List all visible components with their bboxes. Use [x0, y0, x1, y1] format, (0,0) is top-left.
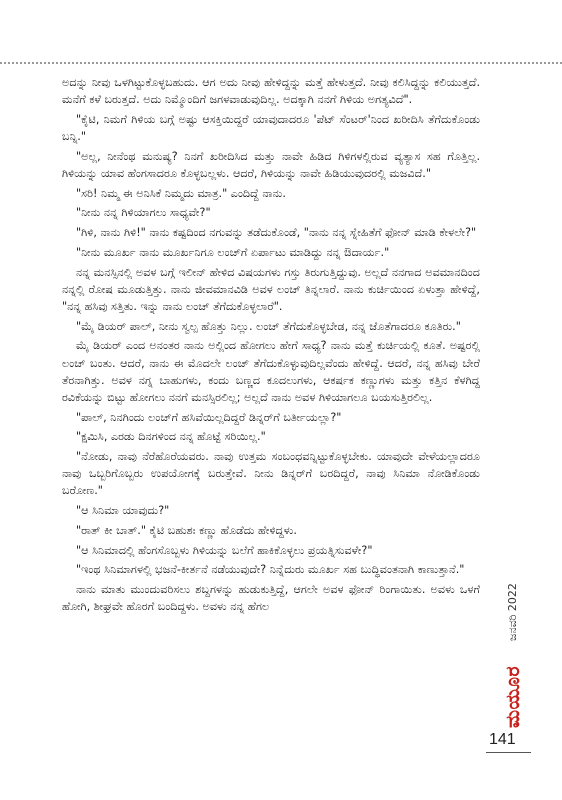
page-number: 141 — [489, 731, 516, 748]
page-number-rule — [486, 752, 531, 753]
paragraph: ಅದನ್ನು ನೀವು ಒಳಗಿಟ್ಟುಕೊಳ್ಳಬಹುದು. ಆಗ ಅದು ನೀವು ಹೇಳಿದ್ದನ್ನು ಮತ್ತೆ ಹೇಳುತ್ತದೆ. ನೀವು ಕಲಿಸಿದ್ದನ್ನು ಕಲಿಯುತ್ತದೆ. ಮನೆಗೆ ಕಳೆ ಬರುತ್ತದೆ. ಅದು ನಿಮ್ಮೊಂದಿಗೆ ಜಗಳವಾಡುವುದಿಲ್ಲ. ಅದಕ್ಕಾಗಿ ನನಗೆ ಗಿಳಿಯ ಅಗತ್ಯವಿದೆ". — [62, 76, 480, 107]
paragraph: "ನೋಡು, ನಾವು ನೆರೆಹೊರೆಯವರು. ನಾವು ಉತ್ತಮ ಸಂಬಂಧವನ್ನಿಟ್ಟುಕೊಳ್ಳಬೇಕು. ಯಾವುದೇ ವೇಳೆಯಲ್ಲಾದರೂ ನಾವು ಒಬ್ಬರಿಗೊಬ್ಬರು ಉಪಯೋಗಕ್ಕೆ ಬರುತ್ತೇವೆ. ನೀನು ಡಿನ್ನರ್‌ಗೆ ಬರದಿದ್ದರೆ, ನಾವು ಸಿನಿಮಾ ನೋಡಿಕೊಂಡು ಬರೋಣ." — [62, 450, 480, 498]
paragraph: "ಆ ಸಿನಿಮಾದಲ್ಲಿ ಹೆಂಗಸೊಬ್ಬಳು ಗಿಳಿಯನ್ನು ಬಲೆಗೆ ಹಾಕಿಕೊಳ್ಳಲು ಪ್ರಯತ್ನಿಸುವಳೇ?" — [76, 543, 373, 557]
paragraph: "ಕೈಟಿ, ನಿಮಗೆ ಗಿಳಿಯ ಬಗ್ಗೆ ಅಷ್ಟು ಆಸಕ್ತಿಯಿದ್ದರೆ ಯಾವುದಾದರೂ 'ಪೆಟ್ ಸೆಂಟರ್'ನಿಂದ ಖರೀದಿಸಿ ತೆಗೆದುಕೊಂಡು ಬನ್ನಿ." — [62, 112, 480, 144]
magazine-title-text: ಮಯೂರ — [502, 665, 524, 729]
article-body — [62, 74, 480, 618]
paragraph: "ಪಾಲ್, ನಿನಗಿಂದು ಲಂಚ್‌ಗೆ ಹಸಿವೆಯಿಲ್ಲದಿದ್ದರೆ ಡಿನ್ನರ್‌ಗೆ ಬರ್ತೀಯಲ್ಲಾ?" — [76, 410, 342, 424]
magazine-title — [500, 665, 526, 729]
paragraph: ಮೈ ಡಿಯರ್ ಎಂದ ಅನಂತರ ನಾನು ಅಲ್ಲಿಂದ ಹೋಗಲು ಹೇಗೆ ಸಾಧ್ಯ? ನಾನು ಮತ್ತೆ ಕುರ್ಚಿಯಲ್ಲಿ ಕೂತೆ. ಅಷ್ಟರಲ್ಲಿ ಲಂಚ್ ಬಂತು. ಆದರೆ, ನಾನು ಈ ಮೊದಲೇ ಲಂಚ್ ತೆಗೆದುಕೊಳ್ಳುವುದಿಲ್ಲವೆಂದು ಹೇಳಿದ್ದೆ. ಆದರೆ, ನನ್ನ ಹಸಿವು ಬೇರೆ ತೆರನಾಗಿತ್ತು. ಅವಳ ನಗ್ನ ಬಾಹುಗಳು, ಕಂದು ಬಣ್ಣದ ಕೂದಲುಗಳು, ಆಕರ್ಷಕ ಕಣ್ಣುಗಳು ಮತ್ತು ಕತ್ತಿನ ಕೆಳಗಿದ್ದ ರವಿಕೆಯನ್ನು ಬಿಟ್ಟು ಹೋಗಲು ನನಗೆ ಮನಸ್ಸಿರಲಿಲ್ಲ; ಅಲ್ಲದೆ ನಾನು ಅವಳ ಗಿಳಿಯಾಗಲೂ ಬಯಸುತ್ತಿರಲಿಲ್ಲ. — [62, 339, 480, 404]
paragraph: "ನೀನು ಮೂರ್ಖ ನಾನು ಮೂರ್ಖನಿಗೂ ಲಂಚ್‌ಗೆ ಏರ್ಪಾಟು ಮಾಡಿದ್ದು ನನ್ನ ಔದಾರ್ಯ." — [76, 245, 390, 259]
issue-date-text: ಜನವರಿ 2022 — [506, 583, 519, 641]
paragraph: "ಮೈ ಡಿಯರ್ ಪಾಲ್, ನೀನು ಸ್ವಲ್ಪ ಹೊತ್ತು ನಿಲ್ಲು. ಲಂಚ್ ತೆಗೆದುಕೊಳ್ಳಬೇಡ, ನನ್ನ ಜೊತೆಗಾದರೂ ಕೂತಿರು." — [76, 319, 461, 333]
paragraph: ನನ್ನ ಮನಸ್ಸಿನಲ್ಲಿ ಅವಳ ಬಗ್ಗೆ ಇಲೀನ್ ಹೇಳಿದ ವಿಷಯಗಳು ಗಸ್ತು ತಿರುಗುತ್ತಿದ್ದುವು. ಅಲ್ಲದೆ ನನಗಾದ ಅವಮಾನದಿಂದ ನನ್ನಲ್ಲಿ ರೋಷ ಮೂಡುತ್ತಿತ್ತು. ನಾನು ಜೀವಮಾನವಿಡಿ ಅವಳ ಲಂಚ್ ತಿನ್ನಲಾರೆ. ನಾನು ಕುರ್ಚಿಯಿಂದ ಏಳುತ್ತಾ ಹೇಳಿದ್ದೆ, "ನನ್ನ ಹಸಿವು ಸತ್ತಿತು. ಇನ್ನು ನಾನು ಲಂಚ್ ತೆಗೆದುಕೊಳ್ಳಲಾರೆ". — [62, 265, 480, 313]
paragraph: "ಕ್ಷಮಿಸಿ, ಎರಡು ದಿನಗಳಿಂದ ನನ್ನ ಹೊಟ್ಟೆ ಸರಿಯಿಲ್ಲ." — [76, 430, 266, 444]
paragraph: "ಗಿಳಿ, ನಾನು ಗಿಳಿ!" ನಾನು ಕಷ್ಟದಿಂದ ನಗುವನ್ನು ತಡೆದುಕೊಂಡೆ, "ನಾನು ನನ್ನ ಸ್ನೇಹಿತೆಗೆ ಫೋನ್ ಮಾಡಿ ಕೇಳಲೇ?" — [76, 226, 477, 240]
paragraph: "ರಾತ್ ಕೀ ಬಾತ್." ಕೈಟಿ ಬಹುಶಃ ಕಣ್ಣು ಹೊಡೆದು ಹೇಳಿದ್ದಳು. — [76, 523, 297, 537]
paragraph: "ಸರಿ! ನಿಮ್ಮ ಈ ಅನಿಸಿಕೆ ನಿಮ್ಮದು ಮಾತ್ರ." ಎಂದಿದ್ದೆ ನಾನು. — [76, 186, 286, 200]
paragraph: "ಇಂಥ ಸಿನಿಮಾಗಳಲ್ಲಿ ಭಜನೆ-ಕೀರ್ತನೆ ನಡೆಯುವುದೇ? ನಿನ್ನೆದುರು ಮೂರ್ಖ ಸಹ ಬುದ್ಧಿವಂತನಾಗಿ ಕಾಣುತ್ತಾನೆ." — [76, 563, 465, 577]
issue-date — [500, 560, 526, 664]
paragraph: "ನೀನು ನನ್ನ ಗಿಳಿಯಾಗಲು ಸಾಧ್ಯವೇ?" — [76, 206, 211, 220]
paragraph: "ಅಲ್ಲ, ನೀನೆಂಥ ಮನುಷ್ಯ? ನಿನಗೆ ಖರೀದಿಸಿದ ಮತ್ತು ನಾವೇ ಹಿಡಿದ ಗಿಳಿಗಳಲ್ಲಿರುವ ವ್ಯತ್ಯಾಸ ಸಹ ಗೊತ್ತಿಲ್ಲ. ಗಿಳಿಯನ್ನು ಯಾವ ಹೆಂಗಸಾದರೂ ಕೊಳ್ಳಬಲ್ಲಳು. ಆದರೆ, ಗಿಳಿಯನ್ನು ನಾವೇ ಹಿಡಿಯುವುದರಲ್ಲಿ ಮಜವಿದೆ." — [62, 149, 480, 181]
paragraph: ನಾನು ಮಾತು ಮುಂದುವರಿಸಲು ಶಬ್ದಗಳನ್ನು ಹುಡುಕುತ್ತಿದ್ದೆ, ಆಗಲೇ ಅವಳ ಫೋನ್ ರಿಂಗಾಯಿತು. ಅವಳು ಒಳಗೆ ಹೋಗಿ, ಶೀಘ್ರವೇ ಹೊರಗೆ ಬಂದಿದ್ದಳು. ಅವಳು ನನ್ನ ಹೆಗಲ — [62, 582, 480, 614]
paragraph: "ಆ ಸಿನಿಮಾ ಯಾವುದು?" — [76, 504, 170, 518]
top-dotted-rule — [0, 62, 562, 64]
